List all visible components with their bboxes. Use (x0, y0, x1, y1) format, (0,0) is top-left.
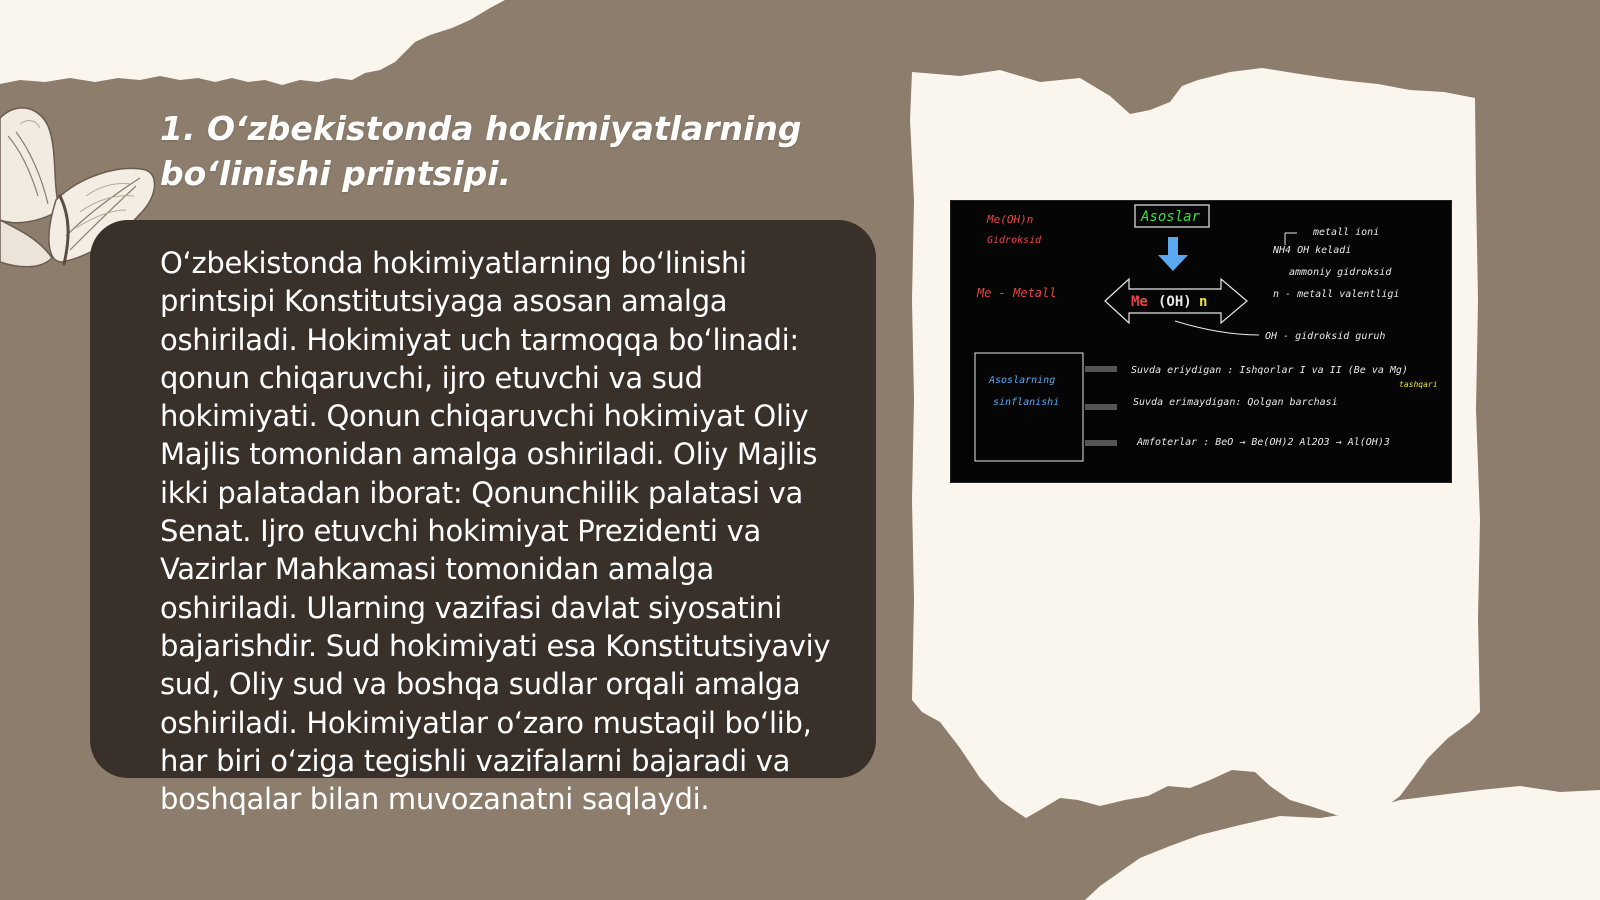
board-row-3: Amfoterlar : BeO → Be(OH)2 Al2O3 → Al(OH)3 (1137, 437, 1390, 448)
board-right-3: ammoniy gidroksid (1289, 267, 1392, 278)
slide-body-text: O‘zbekistonda hokimiyatlarning bo‘linishi printsipi Konstitutsiyaga asosan amalga oshiriladi. Hokimiyat uch tarmoqqa bo‘linadi: qonun chiqaruvchi, ijro etuvchi va sud hokimiyati. Qonun chiqaruvchi hokimiyat Oliy Majlis tomonidan amalga oshiriladi. Oliy Majlis ikki palatadan iborat: Qonunchilik palatasi va Senat. Ijro etuvchi hokimiyat Prezidenti va Vazirlar Mahkamasi tomonidan amalga oshiriladi. Ularning vazifasi davlat siyosatini bajarishdir. Sud hokimiyati esa Konstitutsiyaviy sud, Oliy sud va boshqa sudlar orqali amalga oshiriladi. Hokimiyatlar o‘zaro mustaqil bo‘lib, har biri o‘ziga tegishli vazifalarni bajaradi va boshqalar bilan muvozanatni saqlaydi. (160, 246, 831, 817)
board-row-1: Suvda eriydigan : Ishqorlar I va II (Be va Mg) (1131, 365, 1408, 376)
chalkboard-drawing (951, 201, 1451, 482)
slide-title: 1. O‘zbekistonda hokimiyatlarning bo‘linishi printsipi. (160, 109, 802, 193)
board-formula-me: Me (1131, 294, 1148, 310)
board-box-1: Asoslarning (989, 375, 1056, 386)
torn-paper-top-left (0, 0, 505, 85)
board-formula-oh: (OH) (1158, 294, 1192, 310)
board-row-2: Suvda erimaydigan: Qolgan barchasi (1133, 397, 1338, 408)
board-heading: Asoslar (1141, 209, 1201, 225)
board-right-1: metall ioni (1313, 227, 1380, 238)
board-formula-n: n (1199, 294, 1208, 310)
board-box-2: sinflanishi (993, 397, 1060, 408)
arrow-down-icon (1158, 237, 1188, 271)
board-oh-group: OH - gidroksid guruh (1265, 331, 1386, 342)
board-right-4: n - metall valentligi (1273, 289, 1400, 300)
chalkboard-image (950, 200, 1452, 483)
board-top-left-1: Me(OH)n (987, 213, 1034, 226)
board-right-2: NH4 OH keladi (1273, 245, 1352, 256)
board-row-1b: tashqari (1399, 380, 1438, 389)
board-me-metall: Me - Metall (977, 286, 1057, 300)
board-top-left-2: Gidroksid (987, 235, 1042, 246)
